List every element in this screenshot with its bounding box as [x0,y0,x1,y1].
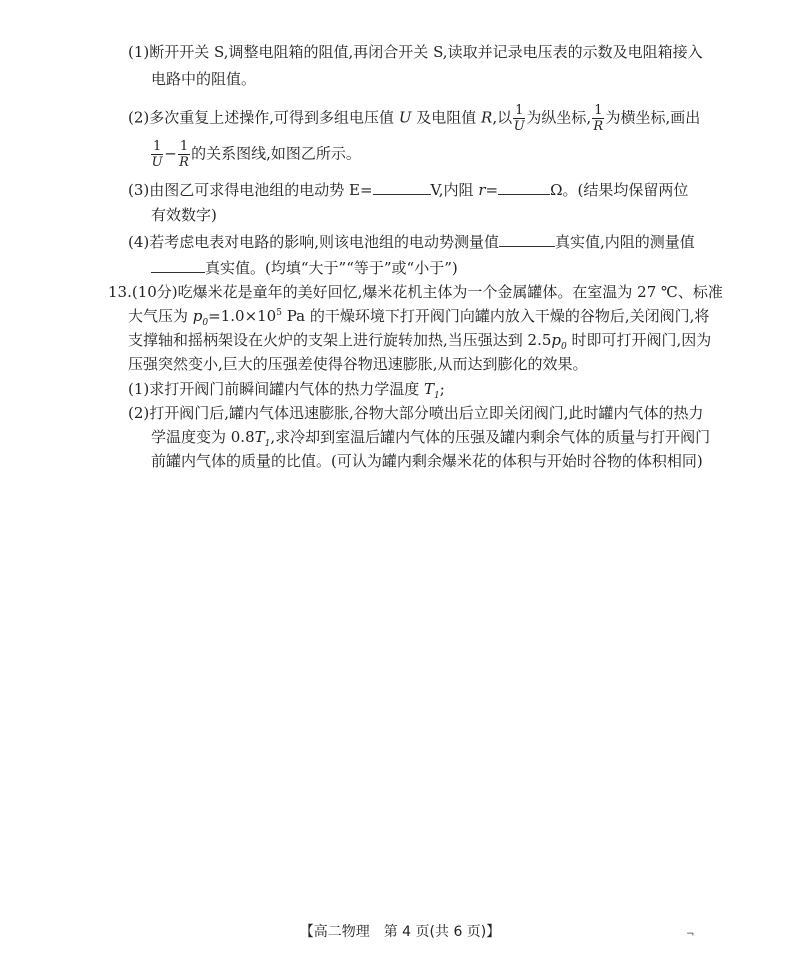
question-13-line-3 [128,331,712,352]
step-3-line-1 [128,180,688,199]
variable-T1 [424,380,440,401]
q13-sub1-end: ; [439,380,445,398]
variable-T: T [254,428,265,446]
corner-mark: ¬ [686,929,695,940]
question-13-sub-2-line-1: (2)打开阀门后,罐内气体迅速膨胀,谷物大部分喷出后立即关闭阀门,此时罐内气体的热力 [128,404,704,422]
question-13-line-2 [128,307,710,328]
emf-comparison-blank[interactable] [499,232,555,247]
variable-T1 [254,428,271,449]
fraction-denominator: U [513,119,525,134]
step-2-text-e: 为横坐标,画出 [605,108,701,127]
variable-p: p [192,307,203,325]
question-13-sub-2-line-2 [151,428,711,449]
step-2-line-1 [128,104,700,133]
fraction-denominator: R [593,119,604,134]
fraction-1-over-U [513,104,525,133]
step-2-text-a: (2)多次重复上述操作,可得到多组电压值 [128,108,395,127]
fraction-denominator: R [179,155,189,170]
minus-sign: − [164,144,177,163]
emf-answer-blank[interactable] [373,180,431,195]
step-2-text-b: 及电阻值 [416,108,477,127]
resistance-comparison-blank[interactable] [151,258,205,273]
fraction-numerator: 1 [153,139,162,154]
internal-resistance-answer-blank[interactable] [498,180,550,195]
step-1-line-2: 电路中的阻值。 [151,70,257,88]
step-4-text-a: (4)若考虑电表对电路的影响,则该电池组的电动势测量值 [128,233,500,251]
fraction-numerator: 1 [179,139,189,154]
step-4-line-2 [151,258,458,277]
step-4-text-c: 真实值。(均填“大于”“等于”或“小于”) [205,259,458,277]
q13-text-e: 时即可打开阀门,因为 [571,331,712,349]
step-3-text-a: (3)由图乙可求得电池组的电动势 E= [128,181,373,199]
q13-sub2-text-c: ,求冷却到室温后罐内气体的压强及罐内剩余气体的质量与打开阀门 [270,428,711,446]
variable-p: p [551,331,562,349]
fraction-numerator: 1 [515,103,524,118]
fraction-1-over-R [592,104,604,133]
question-13-sub-1 [128,380,445,401]
q13-text-a: 大气压为 [128,307,189,325]
q13-text-d: 支撑轴和摇柄架设在火炉的支架上进行旋转加热,当压强达到 2.5 [128,331,552,349]
step-2-text-c: ,以 [492,108,513,127]
question-13-line-4: 压强突然变小,巨大的压强差使得谷物迅速膨胀,从而达到膨化的效果。 [128,355,588,373]
variable-r: r [478,181,486,199]
subscript-1: 1 [434,391,440,401]
step-2-text-g: 的关系图线,如图乙所示。 [191,144,361,163]
subscript-1: 1 [264,439,271,449]
step-1-line-1: (1)断开开关 S,调整电阻箱的阻值,再闭合开关 S,读取并记录电压表的示数及电阻箱接入 [128,43,703,61]
fraction-numerator: 1 [594,103,603,118]
q13-sub2-text-b: 学温度变为 0.8 [151,428,255,446]
variable-T: T [424,380,435,398]
step-3-text-b: V,内阻 [430,181,474,199]
step-3-text-c: = [485,181,499,199]
variable-R: R [481,108,493,127]
step-3-text-d: Ω。(结果均保留两位 [550,181,689,199]
subscript-0: 0 [561,342,567,352]
step-4-text-b: 真实值,内阻的测量值 [555,233,695,251]
q13-text-c: Pa 的干燥环境下打开阀门向罐内放入干燥的谷物后,关闭阀门,将 [281,307,710,325]
step-4-line-1 [128,232,695,251]
superscript-5: 5 [276,308,282,318]
fraction-1-over-U [151,140,163,169]
question-13-sub-2-line-3: 前罐内气体的质量的比值。(可认为罐内剩余爆米花的体积与开始时谷物的体积相同) [151,452,703,470]
step-3-line-2: 有效数字) [151,206,217,224]
page-footer: 【高二物理 第 4 页(共 6 页)】 [299,924,501,940]
q13-sub1-text: (1)求打开阀门前瞬间罐内气体的热力学温度 [128,380,420,398]
variable-U: U [398,108,412,127]
question-13-line-1: 13.(10分)吃爆米花是童年的美好回忆,爆米花机主体为一个金属罐体。在室温为 27 ℃、标准 [108,283,723,301]
subscript-0: 0 [202,318,209,328]
variable-p0 [551,331,567,352]
step-2-line-2 [150,140,361,169]
fraction-1-over-R [178,140,190,169]
step-2-text-d: 为纵坐标, [526,108,592,127]
q13-text-b: =1.0×10 [208,307,277,325]
variable-p0 [192,307,209,328]
fraction-denominator: U [151,155,163,170]
